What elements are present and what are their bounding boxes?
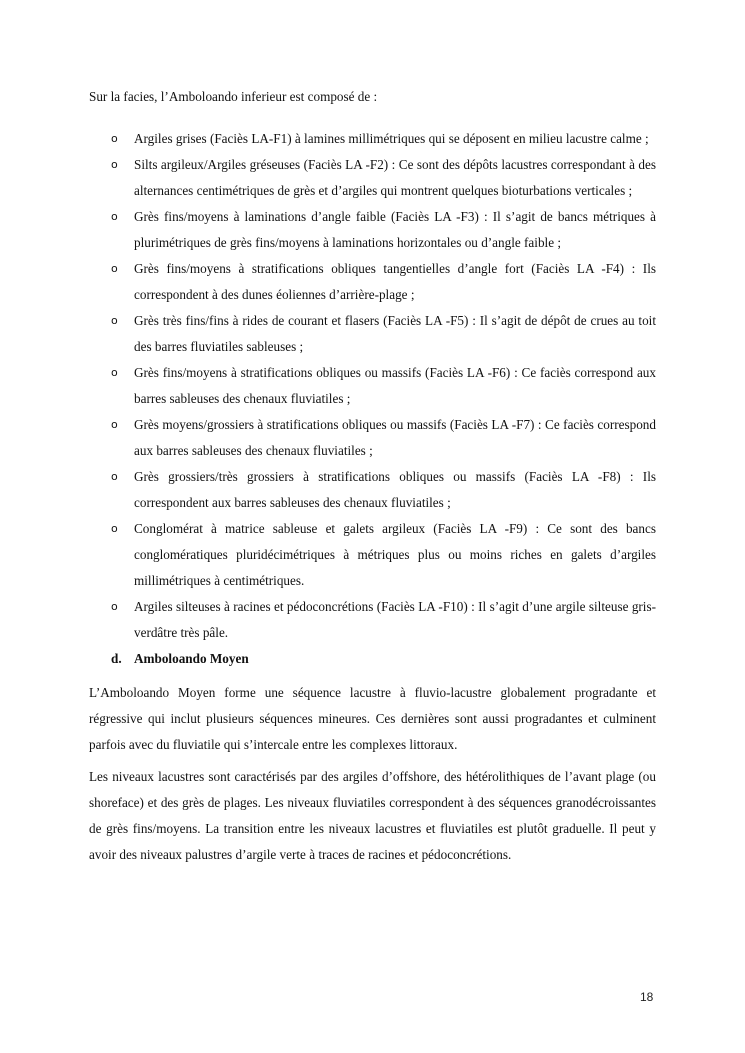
list-item-text: Grès grossiers/très grossiers à stratifications obliques ou massifs (Faciès LA -F8) : Ils correspondent aux barres sableuses des chenaux fluviatiles ; bbox=[134, 469, 656, 510]
list-item bbox=[89, 360, 656, 412]
section-title: Amboloando Moyen bbox=[134, 651, 249, 666]
list-item-text: Grès fins/moyens à stratifications obliques tangentielles d’angle fort (Faciès LA -F4) : Ils correspondent à des dunes éoliennes d’arrière-plage ; bbox=[134, 261, 656, 302]
list-item bbox=[89, 126, 656, 152]
list-item-text: Conglomérat à matrice sableuse et galets argileux (Faciès LA -F9) : Ce sont des bancs conglomératiques pluridécimétriques à métriques plus ou moins riches en galets d’argiles millimétriques à centimétriques. bbox=[134, 521, 656, 588]
list-item bbox=[89, 594, 656, 646]
section-letter: d. bbox=[111, 651, 122, 666]
bullet-icon: o bbox=[111, 210, 118, 223]
list-item-text: Grès moyens/grossiers à stratifications obliques ou massifs (Faciès LA -F7) : Ce faciès correspond aux barres sableuses des chenaux fluviatiles ; bbox=[134, 417, 656, 458]
list-item-text: Grès fins/moyens à laminations d’angle faible (Faciès LA -F3) : Il s’agit de bancs métriques à plurimétriques de grès fins/moyens à laminations horizontales ou d’angle faible ; bbox=[134, 209, 656, 250]
bullet-icon: o bbox=[111, 522, 118, 535]
bullet-icon: o bbox=[111, 132, 118, 145]
page-number: 18 bbox=[640, 990, 654, 1004]
list-item-text: Argiles silteuses à racines et pédoconcrétions (Faciès LA -F10) : Il s’agit d’une argile silteuse gris-verdâtre très pâle. bbox=[134, 599, 656, 640]
paragraph: Les niveaux lacustres sont caractérisés par des argiles d’offshore, des hétérolithiques de l’avant plage (ou shoreface) et des grès de plages. Les niveaux fluviatiles correspondent à des séquences granodécroissantes de grès fins/moyens. La transition entre les niveaux lacustres et fluviatiles est plutôt graduelle. Il peut y avoir des niveaux palustres d’argile verte à traces de racines et pédoconcrétions. bbox=[89, 769, 656, 862]
list-item bbox=[89, 516, 656, 594]
list-item bbox=[89, 256, 656, 308]
list-item-text: Argiles grises (Faciès LA-F1) à lamines millimétriques qui se déposent en milieu lacustre calme ; bbox=[134, 131, 649, 146]
list-item bbox=[89, 412, 656, 464]
list-item bbox=[89, 308, 656, 360]
section-heading bbox=[89, 646, 656, 672]
list-item-text: Grès très fins/fins à rides de courant et flasers (Faciès LA -F5) : Il s’agit de dépôt de crues au toit des barres fluviatiles sableuses ; bbox=[134, 313, 656, 354]
document-page bbox=[89, 84, 656, 874]
bullet-icon: o bbox=[111, 158, 118, 171]
bullet-icon: o bbox=[111, 418, 118, 431]
facies-list bbox=[89, 126, 656, 646]
list-item-text: Grès fins/moyens à stratifications obliques ou massifs (Faciès LA -F6) : Ce faciès correspond aux barres sableuses des chenaux fluviatiles ; bbox=[134, 365, 656, 406]
bullet-icon: o bbox=[111, 366, 118, 379]
list-item bbox=[89, 464, 656, 516]
bullet-icon: o bbox=[111, 470, 118, 483]
bullet-icon: o bbox=[111, 314, 118, 327]
paragraph: L’Amboloando Moyen forme une séquence lacustre à fluvio-lacustre globalement progradante et régressive qui inclut plusieurs séquences mineures. Ces dernières sont aussi progradantes et culminent parfois avec du fluviatile qui s’intercale entre les complexes littoraux. bbox=[89, 685, 656, 752]
bullet-icon: o bbox=[111, 600, 118, 613]
intro-text: Sur la facies, l’Amboloando inferieur est composé de : bbox=[89, 89, 378, 104]
bullet-icon: o bbox=[111, 262, 118, 275]
list-item bbox=[89, 204, 656, 256]
list-item-text: Silts argileux/Argiles gréseuses (Faciès LA -F2) : Ce sont des dépôts lacustres correspondant à des alternances centimétriques de grès et d’argiles qui montrent quelques bioturbations verticales ; bbox=[134, 157, 656, 198]
list-item bbox=[89, 152, 656, 204]
